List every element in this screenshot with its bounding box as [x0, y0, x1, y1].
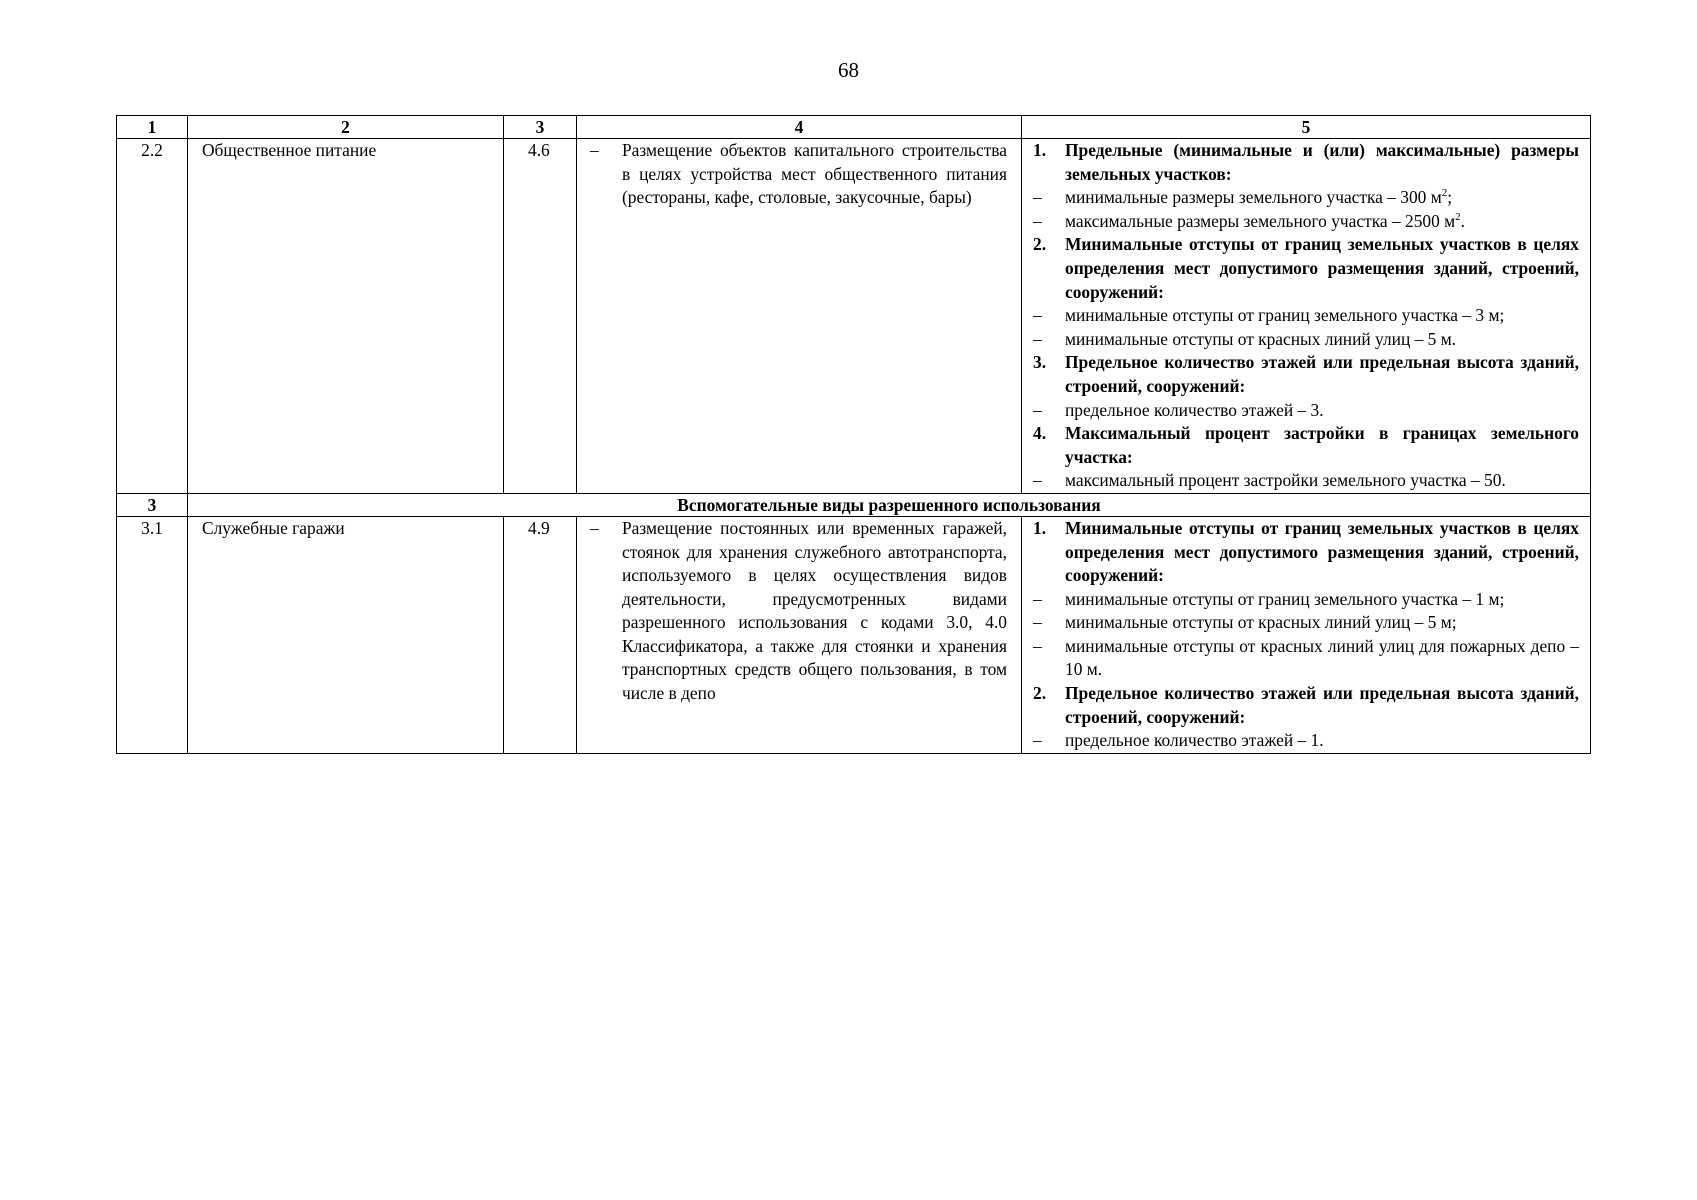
parameter-heading-text: Предельное количество этажей или предельная высота зданий, строений, сооружений: [1065, 683, 1579, 727]
row-number: 3.1 [141, 517, 163, 538]
parameter-item-text: минимальные отступы от границ земельного участка – 1 м; [1065, 588, 1505, 609]
parameter-item-text: минимальные отступы от красных линий улиц для пожарных депо – 10 м. [1065, 635, 1579, 680]
column-header: 5 [1022, 116, 1591, 139]
parameter-heading [1033, 422, 1579, 469]
parameter-heading-text: Минимальные отступы от границ земельных участков в целях определения мест допустимого размещения зданий, строений, сооружений: [1065, 517, 1579, 586]
dash-marker: – [1033, 210, 1042, 231]
zoning-table [116, 115, 1591, 754]
column-header: 2 [188, 116, 504, 139]
description-cell [577, 516, 1022, 753]
parameter-item-text: предельное количество этажей – 3. [1065, 399, 1324, 420]
parameter-item [1033, 729, 1579, 753]
dash-marker: – [1033, 399, 1042, 420]
description-text: Размещение постоянных или временных гаражей, стоянок для хранения служебного автотранспорта, используемого в целях осуществления видов деятельности, предусмотренных видами разрешенного использования с кодами 3.0, 4.0 Классификатора, а также для стоянки и хранения транспортных средств общего пользования, в том числе в депо [622, 517, 1007, 704]
parameter-heading-text: Максимальный процент застройки в границах земельного участка: [1065, 423, 1579, 467]
dash-marker: – [590, 517, 599, 538]
parameter-item [1033, 210, 1579, 234]
dash-marker: – [1033, 328, 1042, 349]
list-number: 4. [1033, 423, 1047, 444]
parameter-item-text: минимальные отступы от границ земельного участка – 3 м; [1065, 305, 1505, 326]
description-text: Размещение объектов капитального строительства в целях устройства мест общественного питания (рестораны, кафе, столовые, закусочные, бары) [622, 140, 1007, 208]
dash-marker: – [1033, 470, 1042, 491]
table-row [117, 516, 1591, 753]
use-name-cell [188, 516, 504, 753]
parameter-heading [1033, 517, 1579, 588]
parameters-cell [1022, 139, 1591, 494]
list-number: 3. [1033, 352, 1047, 373]
parameter-heading [1033, 139, 1579, 186]
description-cell [577, 139, 1022, 494]
parameter-heading [1033, 682, 1579, 729]
dash-marker: – [1033, 588, 1042, 609]
parameter-item [1033, 399, 1579, 423]
parameter-item-suffix: . [1460, 210, 1465, 231]
section-row [117, 493, 1591, 516]
use-code-cell [504, 516, 577, 753]
use-name-cell [188, 139, 504, 494]
row-number-cell [117, 516, 188, 753]
parameter-item [1033, 328, 1579, 352]
row-number-cell [117, 139, 188, 494]
description-item [590, 139, 1007, 210]
table-row [117, 139, 1591, 494]
dash-marker: – [1033, 187, 1042, 208]
parameter-heading [1033, 351, 1579, 398]
row-number: 2.2 [141, 140, 163, 160]
dash-marker: – [1033, 305, 1042, 326]
list-number: 1. [1033, 140, 1047, 160]
table-header-row [117, 116, 1591, 139]
parameter-item-text: минимальные размеры земельного участка – 300 м [1065, 187, 1442, 208]
parameter-heading-text: Минимальные отступы от границ земельных участков в целях определения мест допустимого размещения зданий, строений, сооружений: [1065, 234, 1579, 302]
parameter-item-text: максимальный процент застройки земельного участка – 50. [1065, 470, 1506, 491]
parameters-cell [1022, 516, 1591, 753]
use-name: Общественное питание [202, 140, 377, 160]
dash-marker: – [1033, 730, 1042, 751]
parameter-item [1033, 635, 1579, 682]
section-title: Вспомогательные виды разрешенного использования [188, 493, 1591, 516]
parameter-item-text: минимальные отступы от красных линий улиц – 5 м; [1065, 612, 1457, 633]
parameter-item-text: предельное количество этажей – 1. [1065, 730, 1324, 751]
parameter-item [1033, 469, 1579, 493]
parameter-item [1033, 611, 1579, 635]
parameter-heading [1033, 233, 1579, 304]
list-number: 2. [1033, 234, 1047, 255]
use-code-cell [504, 139, 577, 494]
column-header: 3 [504, 116, 577, 139]
superscript: 2 [1441, 187, 1448, 200]
parameter-item-text: максимальные размеры земельного участка – 2500 м [1065, 210, 1456, 231]
section-number: 3 [117, 493, 188, 516]
parameter-item [1033, 304, 1579, 328]
page-number: 68 [838, 58, 859, 82]
superscript: 2 [1455, 210, 1461, 223]
list-number: 1. [1033, 517, 1047, 538]
column-header: 4 [577, 116, 1022, 139]
parameter-item-suffix: ; [1447, 187, 1453, 208]
parameter-heading-text: Предельные (минимальные и (или) максимальные) размеры земельных участков: [1065, 140, 1579, 184]
dash-marker: – [1033, 612, 1042, 633]
dash-marker: – [1033, 635, 1042, 656]
use-name: Служебные гаражи [202, 517, 345, 538]
parameter-item [1033, 588, 1579, 612]
list-number: 2. [1033, 683, 1047, 704]
description-item [590, 517, 1007, 706]
use-code: 4.6 [528, 140, 550, 160]
use-code: 4.9 [528, 517, 550, 538]
parameter-item [1033, 186, 1579, 210]
parameter-heading-text: Предельное количество этажей или предельная высота зданий, строений, сооружений: [1065, 352, 1579, 396]
dash-marker: – [590, 140, 599, 160]
parameter-item-text: минимальные отступы от красных линий улиц – 5 м. [1065, 328, 1457, 349]
column-header: 1 [117, 116, 188, 139]
